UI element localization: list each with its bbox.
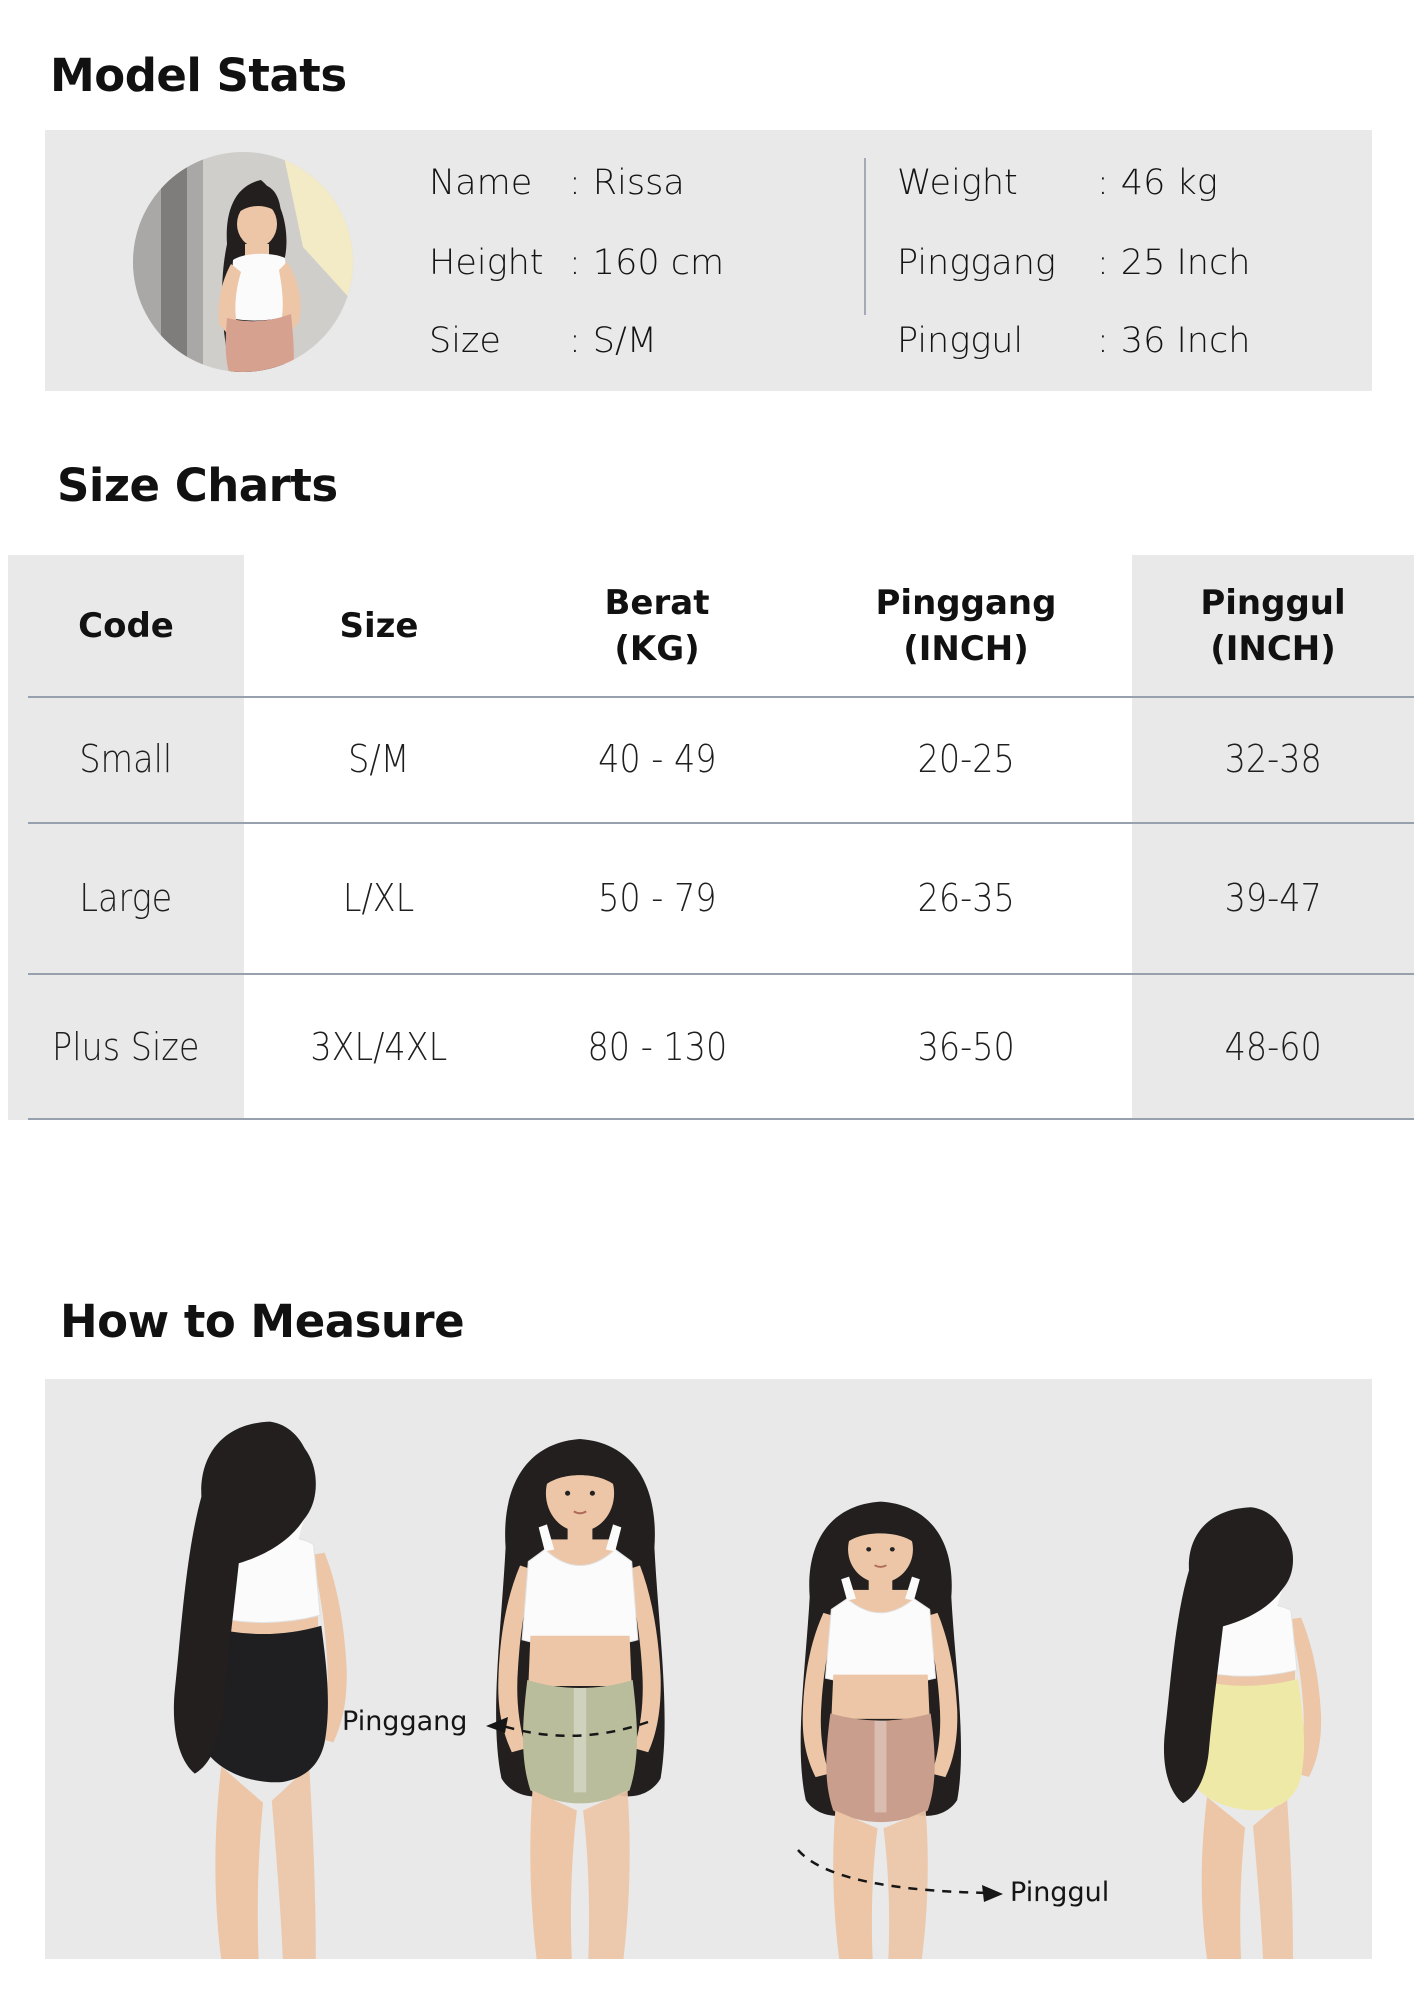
stat-value: 36 Inch bbox=[1120, 321, 1251, 361]
figure-yellow-shapewear-back-view bbox=[1095, 1495, 1395, 1959]
model-illustration bbox=[98, 1407, 428, 1959]
cell-berat: 80 - 130 bbox=[587, 1024, 727, 1069]
model-photo-avatar bbox=[133, 152, 353, 372]
size-charts-heading: Size Charts bbox=[57, 459, 338, 512]
cell-pinggul: 39-47 bbox=[1224, 875, 1322, 920]
stat-value: Rissa bbox=[592, 163, 685, 203]
table-header-row bbox=[8, 555, 1414, 696]
stat-colon: : bbox=[1097, 321, 1109, 361]
figure-sage-shapewear-front-view bbox=[425, 1427, 735, 1959]
table-row-plus-size bbox=[8, 973, 1414, 1120]
cell-pinggang: 36-50 bbox=[917, 1024, 1015, 1069]
row-divider bbox=[28, 696, 1414, 698]
header-pinggul-inch: Pinggul (INCH) bbox=[1200, 582, 1346, 669]
cell-size: L/XL bbox=[343, 875, 415, 920]
stat-label: Pinggul bbox=[897, 321, 1024, 361]
cell-code: Large bbox=[79, 875, 173, 920]
cell-pinggang: 20-25 bbox=[917, 737, 1015, 781]
stat-height bbox=[429, 239, 724, 287]
cell-pinggang: 26-35 bbox=[917, 875, 1015, 920]
stat-colon: : bbox=[569, 321, 581, 361]
stat-label: Name bbox=[429, 163, 533, 203]
cell-berat: 50 - 79 bbox=[597, 875, 717, 920]
model-stats-heading: Model Stats bbox=[50, 49, 347, 102]
stat-label: Weight bbox=[897, 163, 1018, 203]
stat-pinggang bbox=[897, 239, 1250, 287]
stats-vertical-divider bbox=[864, 158, 866, 315]
stat-weight bbox=[897, 159, 1218, 207]
row-divider bbox=[28, 973, 1414, 975]
row-divider bbox=[28, 822, 1414, 824]
how-to-measure-heading: How to Measure bbox=[60, 1295, 465, 1348]
stat-pinggul bbox=[897, 317, 1250, 365]
cell-pinggul: 32-38 bbox=[1224, 737, 1322, 781]
header-pinggang-inch: Pinggang (INCH) bbox=[875, 582, 1057, 669]
stat-colon: : bbox=[569, 163, 581, 203]
stat-size bbox=[429, 317, 657, 365]
cell-size: 3XL/4XL bbox=[310, 1024, 448, 1069]
model-avatar-illustration bbox=[133, 152, 353, 372]
how-to-measure-panel bbox=[45, 1379, 1372, 1959]
header-berat-kg: Berat (KG) bbox=[604, 582, 710, 669]
header-size: Size bbox=[339, 605, 419, 646]
stat-label: Pinggang bbox=[897, 243, 1056, 283]
table-bottom-divider bbox=[28, 1118, 1414, 1120]
model-illustration bbox=[733, 1491, 1028, 1959]
model-stats-panel bbox=[45, 130, 1372, 391]
size-chart-table bbox=[8, 555, 1414, 1120]
cell-pinggul: 48-60 bbox=[1224, 1024, 1322, 1069]
stat-value: 46 kg bbox=[1120, 163, 1218, 203]
stat-value: S/M bbox=[592, 321, 658, 361]
figure-nude-shapewear-front-view bbox=[733, 1491, 1028, 1959]
pinggang-annotation-label: Pinggang bbox=[342, 1706, 468, 1737]
cell-berat: 40 - 49 bbox=[597, 737, 717, 781]
model-illustration bbox=[1095, 1495, 1395, 1959]
stat-colon: : bbox=[1097, 163, 1109, 203]
model-illustration bbox=[425, 1427, 735, 1959]
header-code: Code bbox=[78, 605, 174, 646]
table-row-small bbox=[8, 696, 1414, 822]
cell-size: S/M bbox=[348, 737, 410, 781]
cell-code: Plus Size bbox=[52, 1024, 200, 1069]
stat-colon: : bbox=[1097, 243, 1109, 283]
table-row-large bbox=[8, 822, 1414, 973]
cell-code: Small bbox=[79, 737, 173, 781]
stat-name bbox=[429, 159, 685, 207]
figure-black-shapewear-back-view bbox=[98, 1407, 428, 1959]
pinggul-annotation-label: Pinggul bbox=[1010, 1877, 1110, 1908]
stat-label: Height bbox=[429, 243, 544, 283]
size-chart-grid bbox=[8, 555, 1414, 1120]
stat-colon: : bbox=[569, 243, 581, 283]
stat-label: Size bbox=[429, 321, 501, 361]
stat-value: 25 Inch bbox=[1120, 243, 1251, 283]
stat-value: 160 cm bbox=[592, 243, 725, 283]
